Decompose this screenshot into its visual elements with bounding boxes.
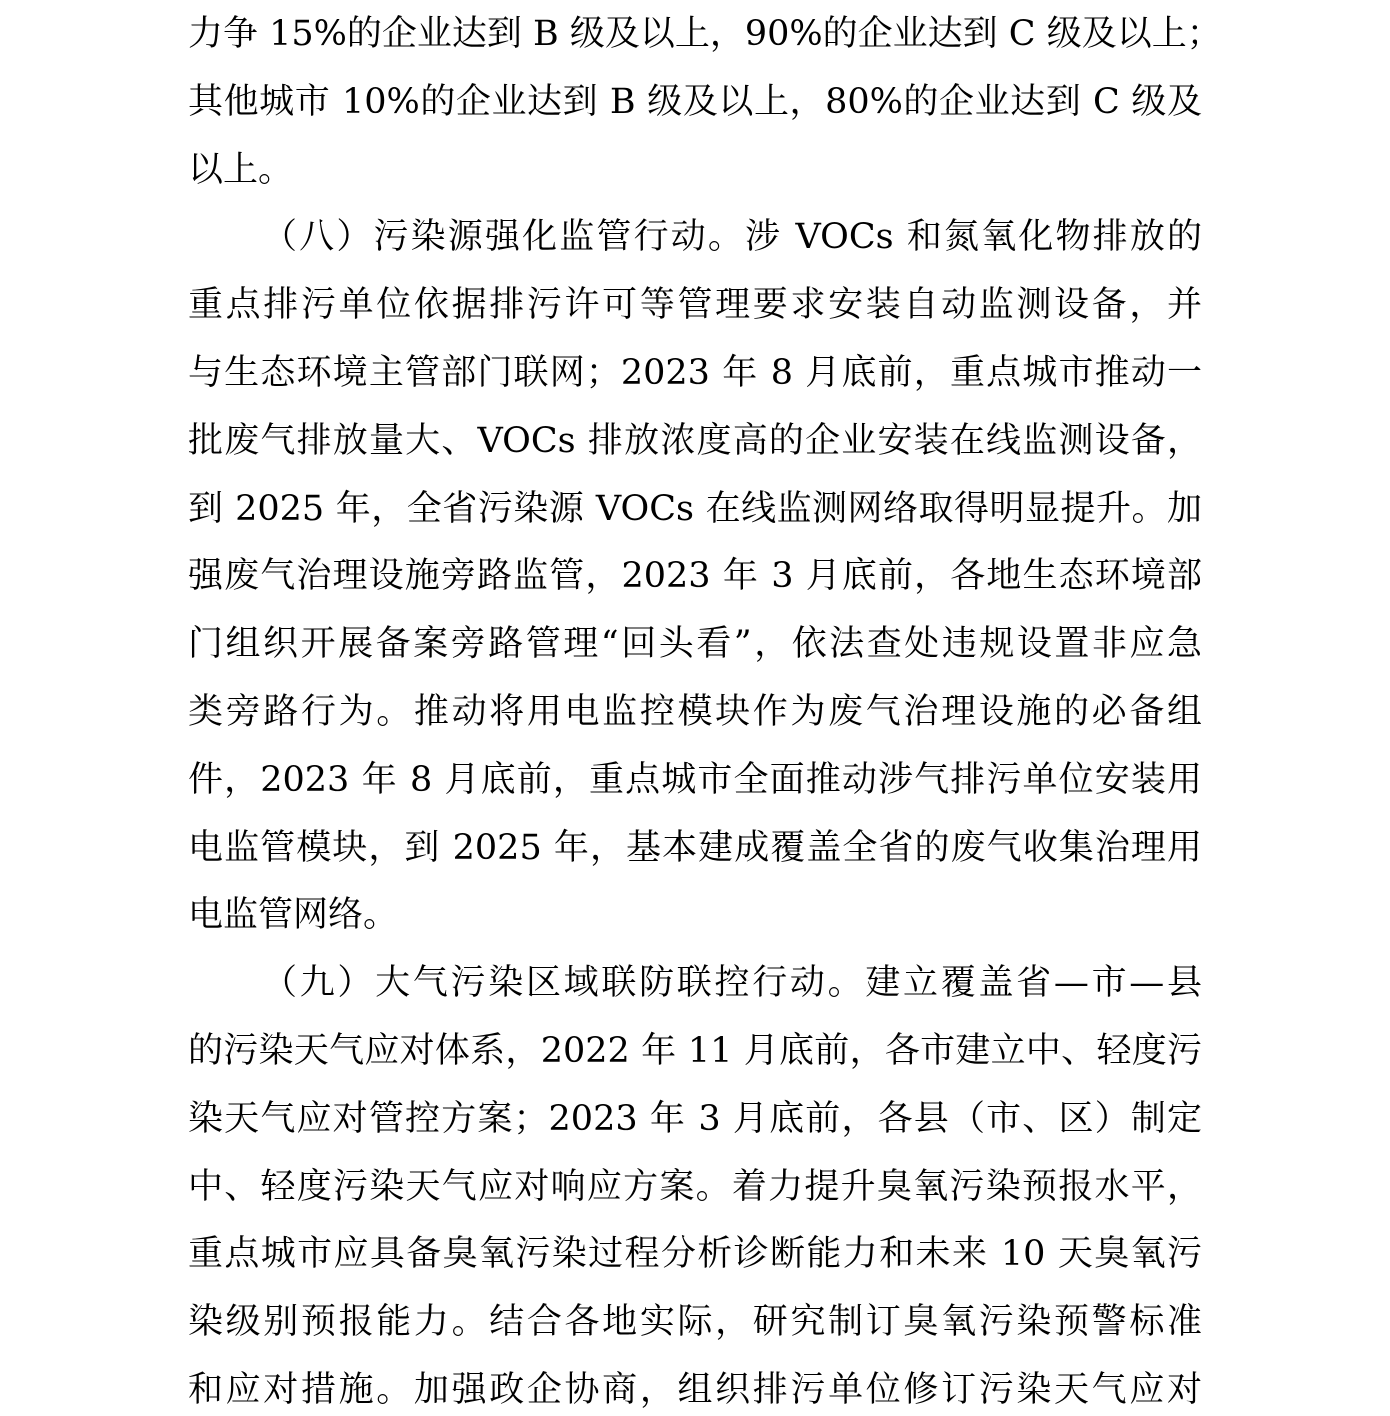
text-line: 门组织开展备案旁路管理“回头看”，依法查处违规设置非应急 — [188, 624, 1202, 665]
section-heading-line: （九）大气污染区域联防联控行动。建立覆盖省—市—县 — [262, 963, 1202, 1004]
text-line: 其他城市 10%的企业达到 B 级及以上，80%的企业达到 C 级及 — [188, 81, 1202, 122]
text-line: 染级别预报能力。结合各地实际，研究制订臭氧污染预警标准 — [188, 1302, 1202, 1343]
text-line: 的污染天气应对体系，2022 年 11 月底前，各市建立中、轻度污 — [188, 1031, 1202, 1071]
text-line: 类旁路行为。推动将用电监控模块作为废气治理设施的必备组 — [188, 692, 1202, 732]
text-line: 染天气应对管控方案；2023 年 3 月底前，各县（市、区）制定 — [188, 1098, 1202, 1139]
text-line: 力争 15%的企业达到 B 级及以上，90%的企业达到 C 级及以上； — [188, 14, 1222, 54]
text-line: 与生态环境主管部门联网；2023 年 8 月底前，重点城市推动一 — [188, 353, 1202, 393]
text-line: 电监管模块，到 2025 年，基本建成覆盖全省的废气收集治理用 — [188, 827, 1202, 868]
text-line: 强废气治理设施旁路监管，2023 年 3 月底前，各地生态环境部 — [188, 556, 1202, 597]
text-line: 重点排污单位依据排污许可等管理要求安装自动监测设备，并 — [188, 285, 1202, 326]
text-line: 件，2023 年 8 月底前，重点城市全面推动涉气排污单位安装用 — [188, 759, 1202, 800]
text-line: 电监管网络。 — [188, 895, 399, 936]
text-line: 中、轻度污染天气应对响应方案。着力提升臭氧污染预报水平， — [188, 1166, 1202, 1207]
text-line: 以上。 — [188, 149, 294, 190]
text-line: 重点城市应具备臭氧污染过程分析诊断能力和未来 10 天臭氧污 — [188, 1234, 1202, 1275]
text-line: 批废气排放量大、VOCs 排放浓度高的企业安装在线监测设备， — [188, 420, 1202, 461]
text-line: 和应对措施。加强政企协商，组织排污单位修订污染天气应对 — [188, 1370, 1202, 1410]
text-line: 到 2025 年，全省污染源 VOCs 在线监测网络取得明显提升。加 — [188, 488, 1202, 529]
section-heading-line: （八）污染源强化监管行动。涉 VOCs 和氮氧化物排放的 — [262, 217, 1202, 258]
